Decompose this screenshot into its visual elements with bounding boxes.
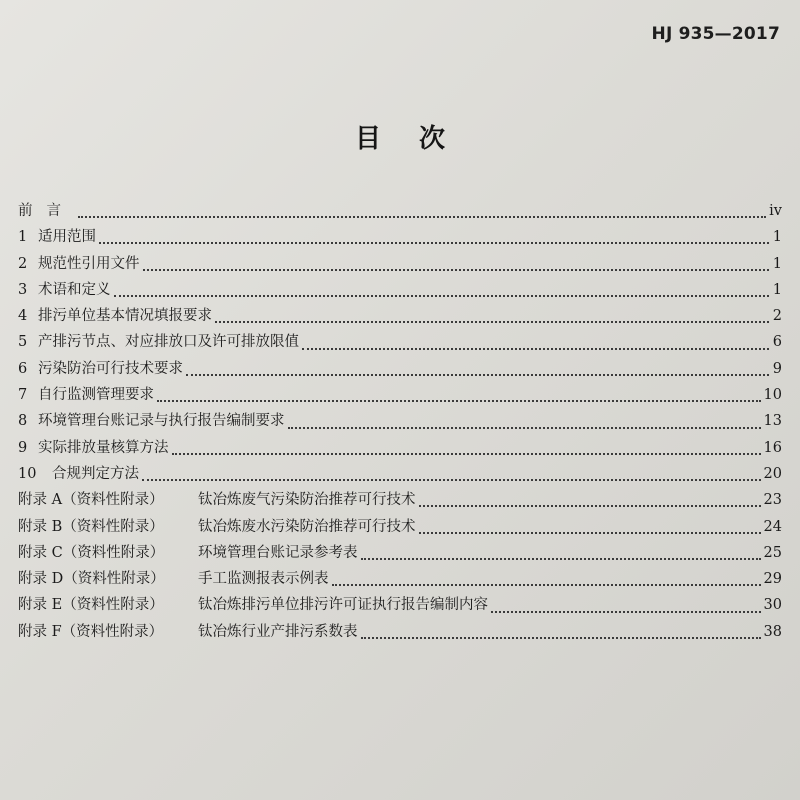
dot-leader xyxy=(99,242,769,244)
toc-entry-label: 环境管理台账记录参考表 xyxy=(198,544,358,561)
toc-entry-page: 13 xyxy=(763,413,782,430)
toc-entry-page: 1 xyxy=(772,229,782,246)
dot-leader xyxy=(361,558,761,560)
toc-appendix-entry xyxy=(18,566,782,592)
dot-leader xyxy=(114,295,770,297)
toc-entry-page: 29 xyxy=(763,571,782,588)
toc-entry-page: 25 xyxy=(763,544,782,561)
dot-leader xyxy=(215,321,769,323)
toc-entry-page: iv xyxy=(769,203,782,219)
toc-entry-label: 自行监测管理要求 xyxy=(38,387,154,404)
appendix-number: 附录 B（资料性附录） xyxy=(18,518,164,535)
toc-entry-page: 10 xyxy=(763,387,782,404)
toc-entry-label: 环境管理台账记录与执行报告编制要求 xyxy=(38,413,285,430)
page-title: 目次 xyxy=(354,124,483,154)
toc-entry-label: 适用范围 xyxy=(38,229,96,246)
dot-leader xyxy=(186,374,769,376)
dot-leader xyxy=(172,453,761,455)
appendix-number: 附录 F（资料性附录） xyxy=(18,623,164,640)
toc-appendix-entry xyxy=(18,592,782,618)
toc-entry xyxy=(18,251,782,277)
dot-leader xyxy=(332,584,761,586)
appendix-number: 附录 E（资料性附录） xyxy=(18,597,164,614)
toc-entry xyxy=(18,224,782,250)
dot-leader xyxy=(361,637,761,639)
toc-entry-label: 合规判定方法 xyxy=(52,465,139,482)
toc-appendix-entry xyxy=(18,514,782,540)
toc-entry xyxy=(18,435,782,461)
toc-entry xyxy=(18,329,782,355)
toc-entry-number: 9 xyxy=(18,439,28,456)
toc-entry-number: 2 xyxy=(18,255,28,272)
toc-entry-number: 10 xyxy=(18,465,37,482)
toc-entry-page: 20 xyxy=(763,465,782,482)
toc-entry-page: 1 xyxy=(772,255,782,272)
toc-entry-number: 6 xyxy=(18,360,28,377)
toc-entry-page: 24 xyxy=(763,518,782,535)
toc-entry-page: 23 xyxy=(763,492,782,509)
toc-entry-number: 5 xyxy=(18,334,28,351)
toc-entry-number: 4 xyxy=(18,308,28,325)
dot-leader xyxy=(78,216,766,218)
toc-entry-page: 2 xyxy=(772,308,782,325)
appendix-number: 附录 D（资料性附录） xyxy=(18,571,165,588)
dot-leader xyxy=(157,400,761,402)
toc-entry-page: 1 xyxy=(772,281,782,298)
standard-code: HJ 935—2017 xyxy=(651,24,780,44)
toc-entry-label: 钛冶炼废水污染防治推荐可行技术 xyxy=(198,518,416,535)
toc-entry-label: 产排污节点、对应排放口及许可排放限值 xyxy=(38,334,299,351)
dot-leader xyxy=(142,479,761,481)
toc-entry-number: 1 xyxy=(18,229,28,246)
toc-entry-label: 污染防治可行技术要求 xyxy=(38,360,183,377)
toc-entry-label: 排污单位基本情况填报要求 xyxy=(38,308,212,325)
toc-entry-page: 30 xyxy=(763,597,782,614)
toc-entry-label: 前言 xyxy=(18,203,75,219)
dot-leader xyxy=(419,505,761,507)
toc-entry xyxy=(18,408,782,434)
dot-leader xyxy=(302,348,769,350)
toc-entry xyxy=(18,303,782,329)
toc-entry-label: 实际排放量核算方法 xyxy=(38,439,169,456)
appendix-number: 附录 C（资料性附录） xyxy=(18,544,165,561)
toc-appendix-entry xyxy=(18,540,782,566)
toc-entry-page: 6 xyxy=(772,334,782,351)
toc-entry-number: 8 xyxy=(18,413,28,430)
toc-entry-label: 钛冶炼废气污染防治推荐可行技术 xyxy=(198,492,416,509)
table-of-contents xyxy=(18,198,782,645)
dot-leader xyxy=(143,269,770,271)
toc-entry-page: 38 xyxy=(763,623,782,640)
toc-entry xyxy=(18,277,782,303)
appendix-number: 附录 A（资料性附录） xyxy=(18,492,164,509)
toc-entry-number: 3 xyxy=(18,281,28,298)
toc-entry-label: 手工监测报表示例表 xyxy=(198,571,329,588)
toc-entry-label: 术语和定义 xyxy=(38,281,111,298)
dot-leader xyxy=(288,427,761,429)
toc-entry-page: 16 xyxy=(763,439,782,456)
toc-entry-number: 7 xyxy=(18,387,28,404)
toc-entry xyxy=(18,382,782,408)
dot-leader xyxy=(419,532,761,534)
toc-entry-page: 9 xyxy=(772,360,782,377)
toc-entry-label: 钛冶炼排污单位排污许可证执行报告编制内容 xyxy=(198,597,488,614)
toc-entry xyxy=(18,356,782,382)
toc-entry-label: 钛冶炼行业产排污系数表 xyxy=(198,623,358,640)
toc-entry-preface xyxy=(18,198,782,224)
toc-appendix-entry xyxy=(18,487,782,513)
toc-appendix-entry xyxy=(18,619,782,645)
toc-entry-label: 规范性引用文件 xyxy=(38,255,140,272)
dot-leader xyxy=(491,611,761,613)
toc-entry xyxy=(18,461,782,487)
